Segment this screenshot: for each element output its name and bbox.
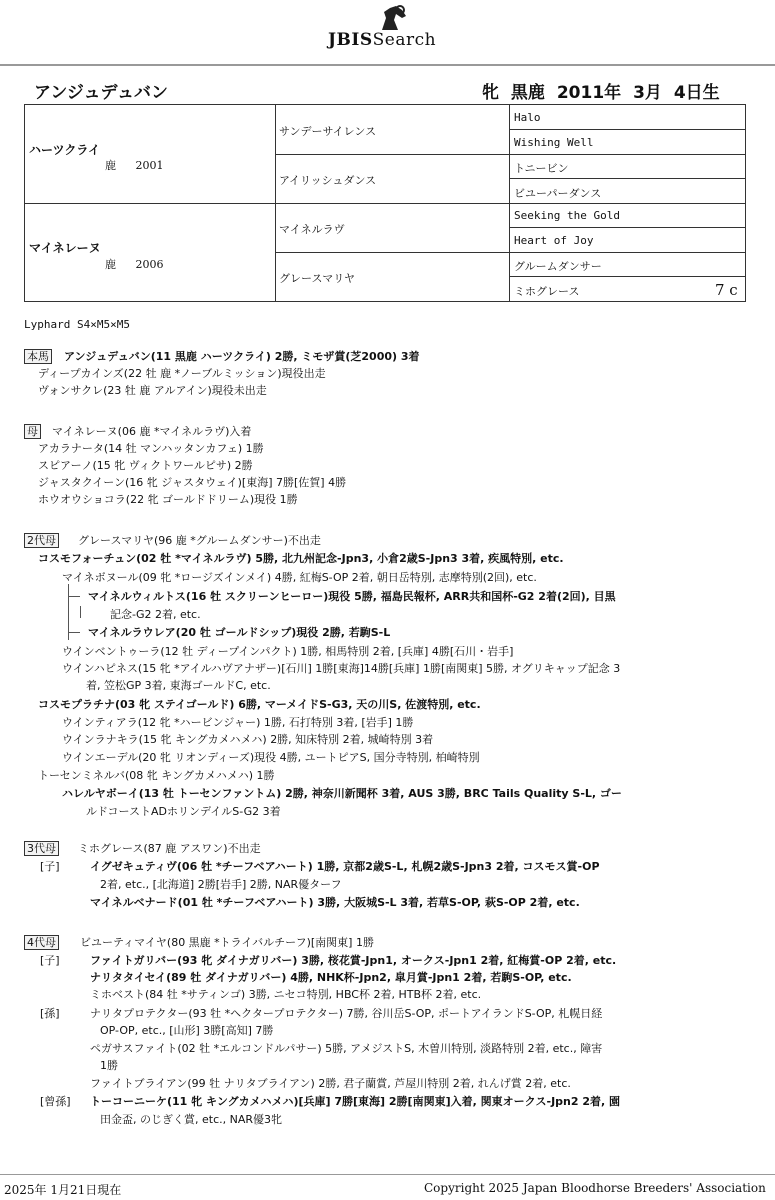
list-item: ウインハピネス(15 牝 *アイルハヴアナザー)[石川] 1勝[東海]14勝[兵庫] 1勝[南関東] 5勝, オグリキャップ記念 3 xyxy=(62,662,621,675)
sire-detail: 鹿 2001 xyxy=(105,159,164,172)
ped-dss: Seeking the Gold xyxy=(514,209,620,222)
ped-sds: トニービン xyxy=(514,162,569,175)
list-item: ジャスタクイーン(16 牝 ジャスタウェイ)[東海] 7勝[佐賀] 4勝 xyxy=(38,476,347,489)
list-item: トーコーニーケ(11 牝 キングカメハメハ)[兵庫] 7勝[東海] 2勝[南関東]入着, 関東オークス-Jpn2 2着, 園 xyxy=(90,1095,621,1108)
sire-name: ハーツクライ xyxy=(29,143,101,157)
list-item: 田金盃, のじぎく賞, etc., NAR優3牝 xyxy=(100,1113,282,1126)
list-item: ペガサスファイト(02 牡 *エルコンドルパサー) 5勝, アメジストS, 木曽川特別, 淡路特別 2着, etc., 障害 xyxy=(90,1042,603,1055)
relation-label: [曾孫] xyxy=(40,1095,71,1108)
ped-dsd: Heart of Joy xyxy=(514,234,594,247)
horse-name: アンジュデュバン xyxy=(34,83,169,103)
list-item: ルドコーストADホリンデイルS-G2 3着 xyxy=(86,805,281,818)
footer-copyright: Copyright 2025 Japan Bloodhorse Breeders' Association xyxy=(424,1181,766,1195)
list-item: ウインティアラ(12 牝 *ハービンジャー) 1勝, 石打特別 3着, [岩手] 1勝 xyxy=(62,716,414,729)
list-item: ウインベントゥーラ(12 牡 ディープインパクト) 1勝, 相馬特別 2着, [兵庫] 4勝[石川・岩手] xyxy=(62,645,514,658)
list-item: コスモフォーチュン(02 牡 *マイネルラヴ) 5勝, 北九州記念-Jpn3, 小倉2歳S-Jpn3 3着, 疾風特別, etc. xyxy=(38,552,564,565)
list-item: マイネルベナード(01 牡 *チーフベアハート) 3勝, 大阪城S-L 3着, 若草S-OP, 萩S-OP 2着, etc. xyxy=(90,896,580,909)
list-item: ナリタタイセイ(89 牡 ダイナガリバー) 4勝, NHK杯-Jpn2, 皐月賞-Jpn1 2着, 若駒S-OP, etc. xyxy=(90,971,572,984)
family-number: 7 c xyxy=(715,281,738,299)
list-item: ウインエーデル(20 牝 リオンディーズ)現役 4勝, ユートピアS, 国分寺特別, 柏崎特別 xyxy=(62,751,480,764)
ped-ss: サンデーサイレンス xyxy=(279,125,377,138)
list-item: マイネルラウレア(20 牡 ゴールドシップ)現役 2勝, 若駒S-L xyxy=(88,626,391,639)
list-item: ハレルヤボーイ(13 牡 トーセンファントム) 2勝, 神奈川新聞杯 3着, AUS 3勝, BRC Tails Quality S-L, ゴー xyxy=(62,787,622,800)
relation-label: [子] xyxy=(40,954,60,967)
inbreeding-note: Lyphard S4×M5×M5 xyxy=(24,318,130,331)
list-item: スピアーノ(15 牝 ヴィクトワールピサ) 2勝 xyxy=(38,459,253,472)
list-item: ホウオウショコラ(22 牝 ゴールドドリーム)現役 1勝 xyxy=(38,493,298,506)
list-item: トーセンミネルバ(08 牝 キングカメハメハ) 1勝 xyxy=(38,769,275,782)
section-tag-2nd-dam: 2代母 xyxy=(24,533,59,548)
second-dam-line: グレースマリヤ(96 鹿 *グルームダンサー)不出走 xyxy=(78,534,321,547)
list-item: 着, 笠松GP 3着, 東海ゴールドC, etc. xyxy=(86,679,271,692)
pedigree-table xyxy=(24,104,746,302)
list-item: ナリタプロテクター(93 牡 *ヘクタープロテクター) 7勝, 谷川岳S-OP, ポートアイランドS-OP, 札幌日経 xyxy=(90,1007,603,1020)
logo-text-jbis: JBIS xyxy=(328,30,373,50)
fourth-dam-line: ビユーティマイヤ(80 黒鹿 *トライバルチーフ)[南関東] 1勝 xyxy=(80,936,374,949)
list-item: ディープカインズ(22 牡 鹿 *ノーブルミッション)現役出走 xyxy=(38,367,326,380)
horse-head-icon xyxy=(376,4,410,32)
list-item: 2着, etc., [北海道] 2勝[岩手] 2勝, NAR優ターフ xyxy=(100,878,342,891)
list-item: 1勝 xyxy=(100,1059,118,1072)
list-item: ファイトブライアン(99 牡 ナリタブライアン) 2勝, 君子蘭賞, 芦屋川特別 2着, れんげ賞 2着, etc. xyxy=(90,1077,571,1090)
list-item: OP-OP, etc., [山形] 3勝[高知] 7勝 xyxy=(100,1024,274,1037)
list-item: 記念-G2 2着, etc. xyxy=(110,608,201,621)
footer-divider xyxy=(0,1174,775,1175)
third-dam-line: ミホグレース(87 鹿 アスワン)不出走 xyxy=(78,842,261,855)
list-item: アカラナータ(14 牡 マンハッタンカフェ) 1勝 xyxy=(38,442,264,455)
footer-date: 2025年 1月21日現在 xyxy=(4,1183,122,1197)
list-item: ファイトガリバー(93 牝 ダイナガリバー) 3勝, 桜花賞-Jpn1, オークス-Jpn1 2着, 紅梅賞-OP 2着, etc. xyxy=(90,954,617,967)
list-item: マイネルウィルトス(16 牡 スクリーンヒーロー)現役 5勝, 福島民報杯, ARR共和国杯-G2 2着(2回), 目黒 xyxy=(88,590,616,603)
section-tag-dam: 母 xyxy=(24,424,41,439)
relation-label: [子] xyxy=(40,860,60,873)
horse-info: 牝 黒鹿 2011年 3月 4日生 xyxy=(482,83,720,103)
jbis-search-logo xyxy=(328,4,458,52)
self-line: アンジュデュバン(11 黒鹿 ハーツクライ) 2勝, ミモザ賞(芝2000) 3着 xyxy=(64,350,420,363)
list-item: ウインラナキラ(15 牝 キングカメハメハ) 2勝, 知床特別 2着, 城崎特別 3着 xyxy=(62,733,434,746)
dam-line: マイネレーヌ(06 鹿 *マイネルラヴ)入着 xyxy=(52,425,252,438)
ped-ddd: ミホグレース xyxy=(514,285,580,298)
ped-dds: グルームダンサー xyxy=(514,260,602,273)
ped-sss: Halo xyxy=(514,111,541,124)
relation-label: [孫] xyxy=(40,1007,60,1020)
list-item: ミホベスト(84 牡 *サティンゴ) 3勝, ニセコ特別, HBC杯 2着, HTB杯 2着, etc. xyxy=(90,988,482,1001)
section-tag-3rd-dam: 3代母 xyxy=(24,841,59,856)
ped-sd: アイリッシュダンス xyxy=(279,174,377,187)
section-tag-4th-dam: 4代母 xyxy=(24,935,59,950)
dam-name: マイネレーヌ xyxy=(29,241,101,255)
ped-ds: マイネルラヴ xyxy=(279,223,345,236)
header-divider xyxy=(0,64,775,66)
list-item: マイネボヌール(09 牝 *ロージズインメイ) 4勝, 紅梅S-OP 2着, 朝日岳特別, 志摩特別(2回), etc. xyxy=(62,571,537,584)
dam-detail: 鹿 2006 xyxy=(105,258,164,271)
ped-sdd: ビユーパーダンス xyxy=(514,187,602,200)
section-tag-self: 本馬 xyxy=(24,349,52,364)
list-item: コスモプラチナ(03 牝 ステイゴールド) 6勝, マーメイドS-G3, 天の川S, 佐渡特別, etc. xyxy=(38,698,481,711)
logo-text-search: Search xyxy=(372,30,437,50)
list-item: ヴォンサクレ(23 牡 鹿 アルアイン)現役未出走 xyxy=(38,384,267,397)
list-item: イグゼキュティヴ(06 牡 *チーフベアハート) 1勝, 京都2歳S-L, 札幌2歳S-Jpn3 2着, コスモス賞-OP xyxy=(90,860,600,873)
ped-ssd: Wishing Well xyxy=(514,136,594,149)
ped-dd: グレースマリヤ xyxy=(279,272,356,285)
